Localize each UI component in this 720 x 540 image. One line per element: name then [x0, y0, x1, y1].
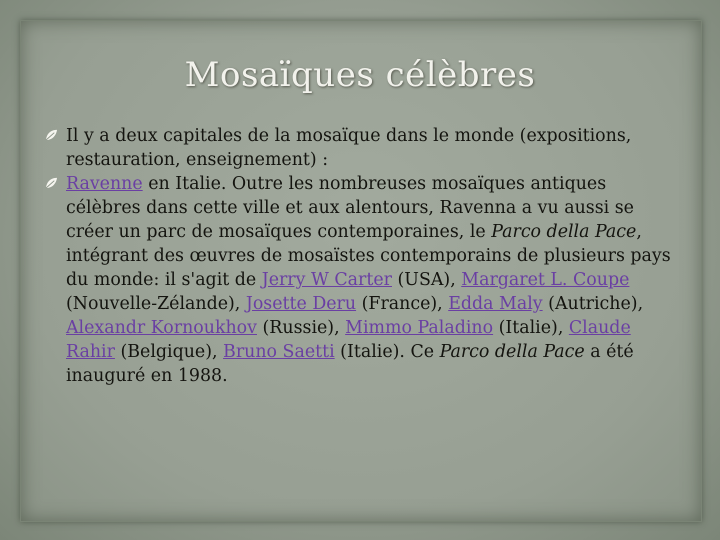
text-segment: , intégrant des œuvres de mosaïstes contemporains de plusieurs pays du monde: il s'agit de [66, 222, 671, 290]
paragraph-1-text: Il y a deux capitales de la mosaïque dans le monde (expositions, restauration, enseignement) : [66, 126, 632, 170]
text-segment: (Italie), [493, 318, 569, 338]
link-ravenne[interactable]: Ravenne [66, 174, 143, 194]
text-segment: (France), [356, 294, 449, 314]
text-segment: (Italie). Ce [334, 342, 440, 362]
slide-body [45, 124, 685, 388]
link-edda-maly[interactable]: Edda Maly [448, 294, 543, 314]
bullet-paragraph-1 [45, 124, 685, 172]
text-segment: (USA), [391, 270, 462, 290]
text-segment: (Autriche), [542, 294, 644, 314]
leaf-bullet-icon [45, 177, 58, 190]
italic-parco-della-pace: Parco della Pace [439, 342, 585, 362]
text-segment: a été inauguré en 1988. [66, 342, 634, 386]
link-alexandr-kornoukhov[interactable]: Alexandr Kornoukhov [66, 318, 257, 338]
link-margaret-l-coupe[interactable]: Margaret L. Coupe [461, 270, 630, 290]
link-bruno-saetti[interactable]: Bruno Saetti [223, 342, 335, 362]
link-josette-deru[interactable]: Josette Deru [245, 294, 357, 314]
text-segment: en Italie. Outre les nombreuses mosaïques antiques célèbres dans cette ville et aux alentours, Ravenna a vu aussi se créer un parc de mosaïques contemporaines, le [66, 174, 634, 242]
leaf-bullet-icon [45, 129, 58, 142]
link-mimmo-paladino[interactable]: Mimmo Paladino [345, 318, 494, 338]
bullet-paragraph-2 [45, 172, 685, 388]
link-claude-rahir[interactable]: Claude Rahir [66, 318, 631, 362]
slide-title: Mosaïques célèbres [184, 55, 536, 95]
italic-parco-della-pace: Parco della Pace [491, 222, 637, 242]
text-segment: (Nouvelle-Zélande), [66, 294, 246, 314]
text-segment: (Russie), [256, 318, 346, 338]
text-segment: (Belgique), [114, 342, 224, 362]
link-jerry-w-carter[interactable]: Jerry W Carter [261, 270, 392, 290]
